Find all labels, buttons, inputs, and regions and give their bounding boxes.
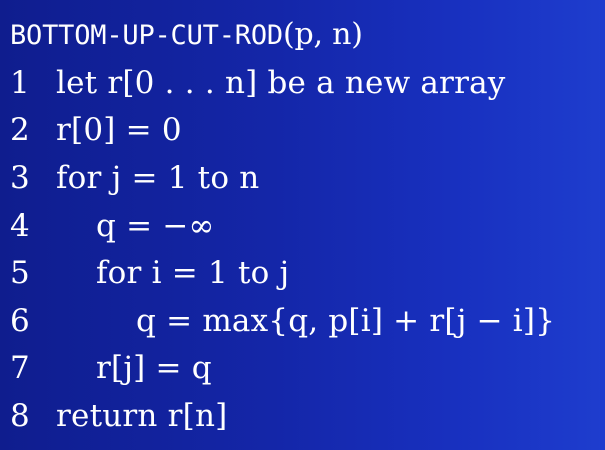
line-number: 1	[10, 65, 30, 101]
code-text: for j = 1 to n	[56, 160, 260, 196]
code-text: r[0] = 0	[56, 112, 182, 148]
code-line-2	[10, 107, 182, 153]
code-line-5	[10, 250, 289, 296]
code-text: r[j] = q	[96, 350, 212, 386]
algorithm-name: BOTTOM-UP-CUT-ROD	[10, 20, 283, 51]
code-text: for i = 1 to j	[96, 255, 290, 291]
code-line-7	[10, 345, 212, 391]
code-line-6	[10, 298, 555, 344]
algorithm-arguments: (p, n)	[282, 17, 363, 52]
algorithm-title	[10, 12, 363, 58]
code-text: return r[n]	[56, 398, 228, 434]
code-text: let r[0 . . . n] be a new array	[56, 65, 506, 101]
line-number: 4	[10, 208, 30, 244]
line-number: 2	[10, 112, 30, 148]
line-number: 7	[10, 350, 30, 386]
line-number: 6	[10, 303, 30, 339]
code-text: q = −∞	[96, 208, 215, 244]
code-line-1	[10, 60, 506, 106]
code-text: q = max{q, p[i] + r[j − i]}	[136, 303, 556, 339]
line-number: 3	[10, 160, 30, 196]
line-number: 8	[10, 398, 30, 434]
code-line-8	[10, 393, 227, 439]
code-line-4	[10, 203, 215, 249]
line-number: 5	[10, 255, 30, 291]
code-line-3	[10, 155, 259, 201]
